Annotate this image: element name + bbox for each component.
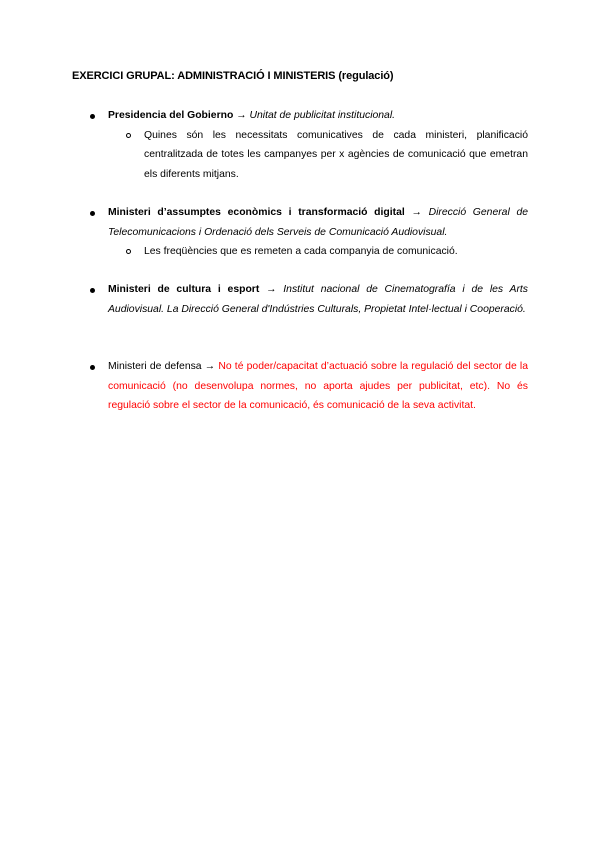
bullet-icon (90, 288, 95, 293)
arrow-icon: → (411, 207, 422, 218)
item-heading: Ministeri d’assumptes econòmics i transformació digital (108, 207, 405, 218)
arrow-icon: → (204, 361, 216, 372)
circle-bullet-icon (126, 133, 131, 138)
item-detail: Institut nacional de Cinematografía i de les Arts Audiovisual. La Direcció General d'Indústries Culturals, Propietat Intel·lectual i Cooperació. (108, 284, 528, 315)
item-detail: Unitat de publicitat institucional. (249, 110, 396, 121)
sub-item-text: Les freqüències que es remeten a cada companyia de comunicació. (144, 246, 458, 257)
list-item (90, 280, 528, 319)
item-heading: Ministeri de defensa (108, 361, 202, 372)
bullet-icon (90, 114, 95, 119)
sub-item-text: Quines són les necessitats comunicatives de cada ministeri, planificació centralitzada de totes les campanyes per x agències de comunicació que emetran els diferents mitjans. (144, 129, 528, 180)
list-item (90, 106, 528, 184)
bullet-icon (90, 365, 95, 370)
arrow-icon: → (236, 110, 247, 121)
circle-bullet-icon (126, 249, 131, 254)
list-item (90, 357, 528, 416)
list-item (90, 203, 528, 262)
item-heading: Ministeri de cultura i esport (108, 284, 260, 295)
bullet-icon (90, 211, 95, 216)
sub-list-item (126, 242, 528, 262)
item-heading: Presidencia del Gobierno (108, 110, 234, 121)
arrow-icon: → (266, 284, 277, 295)
item-detail: No té poder/capacitat d’actuació sobre la regulació del sector de la comunicació (no desenvolupa normes, no aporta ajudes per publicitat, etc). No és regulació sobre el sector de la comunicació, és comunicació de la seva activitat. (108, 361, 528, 411)
document-title: EXERCICI GRUPAL: ADMINISTRACIÓ I MINISTERIS (regulació) (72, 70, 394, 82)
sub-list-item (126, 126, 528, 185)
item-detail: Direcció General de Telecomunicacions i Ordenació dels Serveis de Comunicació Audiovisual. (108, 207, 529, 238)
